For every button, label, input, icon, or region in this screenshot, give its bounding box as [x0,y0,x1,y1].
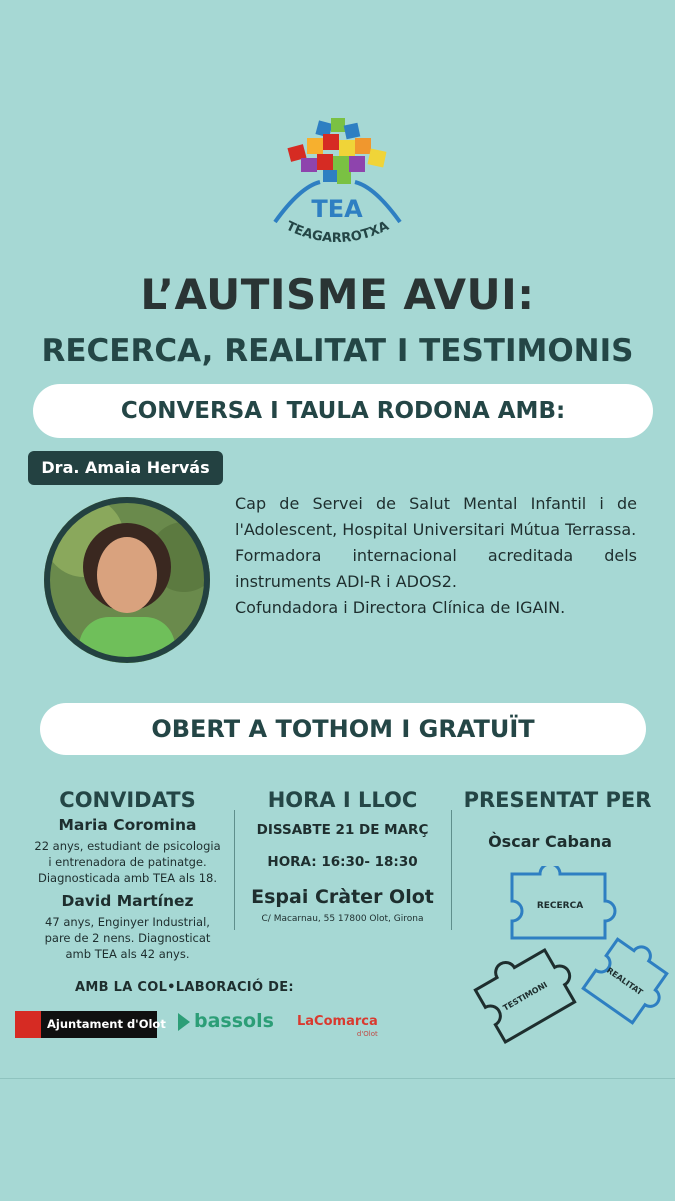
conversa-banner: CONVERSA I TAULA RODONA AMB: [33,384,653,438]
guest-desc-line: 47 anys, Enginyer Industrial, [45,915,210,929]
column-divider [234,810,235,930]
ajuntament-olot-logo [15,1011,166,1038]
convidats-heading: CONVIDATS [59,788,196,812]
puzzle-label: REALITAT [605,965,645,998]
hora-lloc-heading: HORA I LLOC [267,788,418,812]
presentat-heading: PRESENTAT PER [463,788,652,812]
bio-line: Cap de Servei de Salut Mental Infantil i de l'Adolescent, Hospital Universitari Mútua Terrassa. [235,494,637,539]
open-free-banner: OBERT A TOTHOM I GRATUÏT [40,703,646,755]
guest-description [30,914,225,962]
event-place: Espai Cràter Olot [251,886,434,908]
bassols-arrow-icon [178,1013,190,1031]
speaker-bio [235,491,637,621]
speaker-name-tag: Dra. Amaia Hervás [28,451,223,485]
column-divider [451,810,452,930]
guest-desc-line: Diagnosticada amb TEA als 18. [38,871,217,885]
collab-heading: AMB LA COL•LABORACIÓ DE: [75,980,294,995]
bio-line: Formadora internacional acreditada dels instruments ADI-R i ADOS2. [235,546,637,591]
page-subtitle: RECERCA, REALITAT I TESTIMONIS [41,333,634,369]
bassols-logo [178,1010,274,1032]
puzzle-label: TESTIMONI [501,980,549,1013]
event-date: DISSABTE 21 DE MARÇ [256,822,429,838]
ajuntament-shield-icon [15,1011,41,1038]
teagarrotxa-logo [265,112,410,252]
puzzle-pieces-graphic [470,866,670,1056]
logo-text: TEA [311,195,363,223]
puzzle-icon [512,866,615,938]
puzzle-icon [583,932,670,1028]
guest-desc-line: amb TEA als 42 anys. [65,947,190,961]
ajuntament-text: Ajuntament d'Olot [47,1017,166,1031]
guest-name: Maria Coromina [58,816,197,834]
guest-desc-line: pare de 2 nens. Diagnosticat [44,931,211,945]
page-title: L’AUTISME AVUI: [140,270,535,319]
speaker-photo [44,497,210,663]
event-address: C/ Macarnau, 55 17800 Olot, Girona [261,914,424,924]
guest-name: David Martínez [61,892,194,910]
puzzle-label: RECERCA [536,901,584,911]
presenter-name: Òscar Cabana [488,832,612,851]
bio-line: Cofundadora i Directora Clínica de IGAIN. [235,598,566,617]
bassols-text: bassols [194,1010,274,1032]
event-time: HORA: 16:30- 18:30 [267,854,418,870]
guest-desc-line: 22 anys, estudiant de psicologia [34,839,221,853]
guest-description [30,838,225,886]
comarca-text: LaComarca [297,1014,378,1029]
guest-desc-line: i entrenadora de patinatge. [48,855,207,869]
logo-caption: TEAGARROTXA [283,218,392,247]
bottom-band [0,1078,675,1201]
comarca-sub: d'Olot [356,1030,378,1038]
puzzle-icon [470,936,583,1042]
la-comarca-logo [297,1015,378,1041]
